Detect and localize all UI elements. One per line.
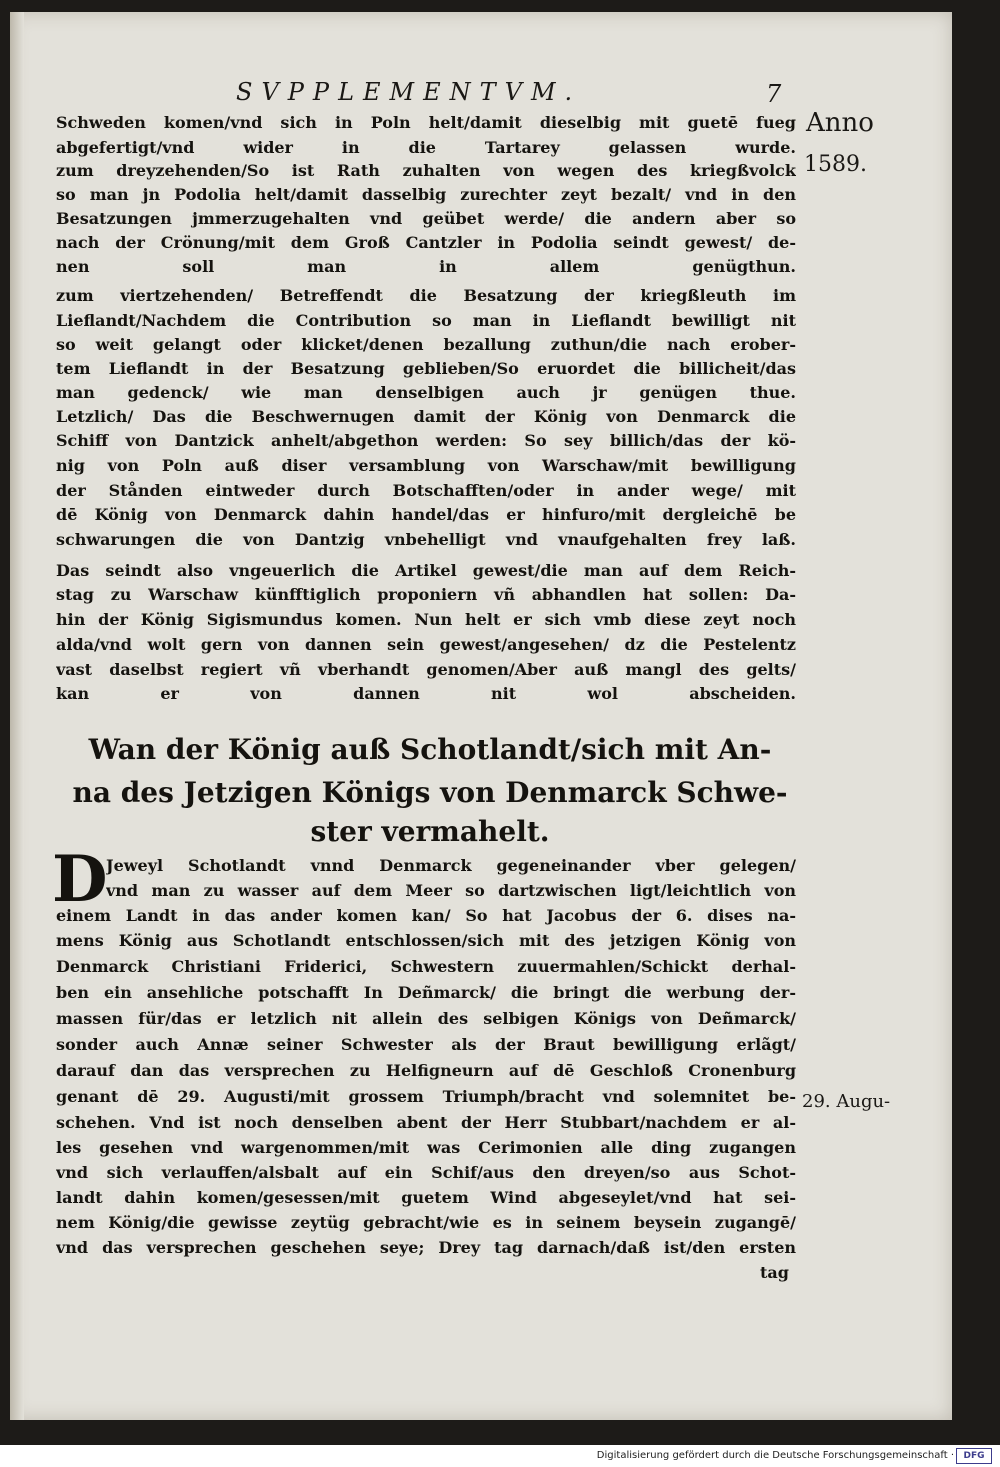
section-heading-line: na des Jetzigen Königs von Denmarck Schwe- xyxy=(72,776,788,809)
body-line: so man jn Podolia helt/damit dasselbig zurechter zeyt bezalt/ vnd in den xyxy=(56,185,796,204)
body-line: Besatzungen jmmerzugehalten vnd geübet werde/ die andern aber so xyxy=(56,209,796,228)
body-line: kan er von dannen nit wol abscheiden. xyxy=(56,684,796,703)
margin-year-label: Anno xyxy=(806,108,874,138)
body-line: man gedenck/ wie man denselbigen auch jr genügen thue. xyxy=(56,383,796,402)
body-line: hin der König Sigismundus komen. Nun helt er sich vmb diese zeyt noch xyxy=(56,610,796,629)
section-line: les gesehen vnd wargenommen/mit was Cerimonien alle ding zugangen xyxy=(56,1138,796,1157)
section-line: genant dē 29. Augusti/mit grossem Triumph/bracht vnd solemnitet be- xyxy=(56,1087,796,1106)
body-line: Lieflandt/Nachdem die Contribution so man in Lieflandt bewilligt nit xyxy=(56,311,796,330)
section-line: vnd das versprechen geschehen seye; Drey tag darnach/daß ist/den ersten xyxy=(56,1238,796,1257)
section-line: landt dahin komen/gesessen/mit guetem Wind abgeseylet/vnd hat sei- xyxy=(56,1188,796,1207)
body-line: stag zu Warschaw künfftiglich proponiern vñ abhandlen hat sollen: Da- xyxy=(56,585,796,604)
section-line: einem Landt in das ander komen kan/ So hat Jacobus der 6. dises na- xyxy=(56,906,796,925)
body-line: Schiff von Dantzick anhelt/abgethon werden: So sey billich/das der kö- xyxy=(56,431,796,450)
funding-credit: Digitalisierung gefördert durch die Deutsche Forschungsgemeinschaft · xyxy=(596,1450,954,1461)
body-line: nen soll man in allem genügthun. xyxy=(56,257,796,276)
body-line: Schweden komen/vnd sich in Poln helt/damit dieselbig mit guetē fueg xyxy=(56,113,796,132)
body-line: vast daselbst regiert vñ vberhandt genomen/Aber auß mangl des gelts/ xyxy=(56,660,796,679)
section-line: sonder auch Annæ seiner Schwester als der Braut bewilligung erlãgt/ xyxy=(56,1035,796,1054)
body-line: schwarungen die von Dantzig vnbehelligt vnd vnaufgehalten frey laß. xyxy=(56,530,796,549)
body-line: nach der Crönung/mit dem Groß Cantzler in Podolia seindt gewest/ de- xyxy=(56,233,796,252)
section-line: darauf dan das versprechen zu Helfigneurn auf dē Geschloß Cronenburg xyxy=(56,1061,796,1080)
section-line: mens König aus Schotlandt entschlossen/sich mit des jetzigen König von xyxy=(56,931,796,950)
body-line: zum dreyzehenden/So ist Rath zuhalten von wegen des kriegßvolck xyxy=(56,161,796,180)
section-line: vnd sich verlauffen/alsbalt auf ein Schif/aus den dreyen/so aus Schot- xyxy=(56,1163,796,1182)
body-line: Das seindt also vngeuerlich die Artikel gewest/die man auf dem Reich- xyxy=(56,561,796,580)
page-number: 7 xyxy=(766,80,782,108)
body-line: Letzlich/ Das die Beschwernugen damit der König von Denmarck die xyxy=(56,407,796,426)
section-heading-line: Wan der König auß Schotlandt/sich mit An- xyxy=(88,733,772,766)
catchword: tag xyxy=(760,1263,789,1282)
body-line: der Stånden eintweder durch Botschafften/oder in ander wege/ mit xyxy=(56,481,796,500)
section-heading-line: ster vermahelt. xyxy=(310,815,550,848)
margin-year: 1589. xyxy=(804,152,867,177)
body-line: dē König von Denmarck dahin handel/das er hinfuro/mit dergleichē be xyxy=(56,505,796,524)
body-line: nig von Poln auß diser versamblung von Warschaw/mit bewilligung xyxy=(56,456,796,475)
body-line: zum viertzehenden/ Betreffendt die Besatzung der kriegßleuth im xyxy=(56,286,796,305)
running-header: SVPPLEMENTVM. xyxy=(236,78,582,106)
section-line: massen für/das er letzlich nit allein des selbigen Königs von Deñmarck/ xyxy=(56,1009,796,1028)
margin-date: 29. Augu- xyxy=(802,1091,891,1112)
section-line: vnd man zu wasser auf dem Meer so dartzwischen ligt/leichtlich von xyxy=(106,881,796,900)
dfg-logo: DFG xyxy=(956,1448,992,1464)
section-line: nem König/die gewisse zeytüg gebracht/wie es in seinem beysein zugangē/ xyxy=(56,1213,796,1232)
section-line: ben ein ansehliche potschafft In Deñmarck/ die bringt die werbung der- xyxy=(56,983,796,1002)
drop-cap-initial: D xyxy=(52,842,108,917)
section-line: schehen. Vnd ist noch denselben abent der Herr Stubbart/nachdem er al- xyxy=(56,1113,796,1132)
body-line: tem Lieflandt in der Besatzung geblieben/So eruordet die billicheit/das xyxy=(56,359,796,378)
page-gutter-shadow xyxy=(10,12,24,1420)
section-line: Jeweyl Schotlandt vnnd Denmarck gegeneinander vber gelegen/ xyxy=(106,856,796,875)
section-line: Denmarck Christiani Friderici, Schwestern zuuermahlen/Schickt derhal- xyxy=(56,957,796,976)
body-line: abgefertigt/vnd wider in die Tartarey gelassen wurde. xyxy=(56,138,796,157)
body-line: alda/vnd wolt gern von dannen sein gewest/angesehen/ dz die Pestelentz xyxy=(56,635,796,654)
body-line: so weit gelangt oder klicket/denen bezallung zuthun/die nach erober- xyxy=(56,335,796,354)
